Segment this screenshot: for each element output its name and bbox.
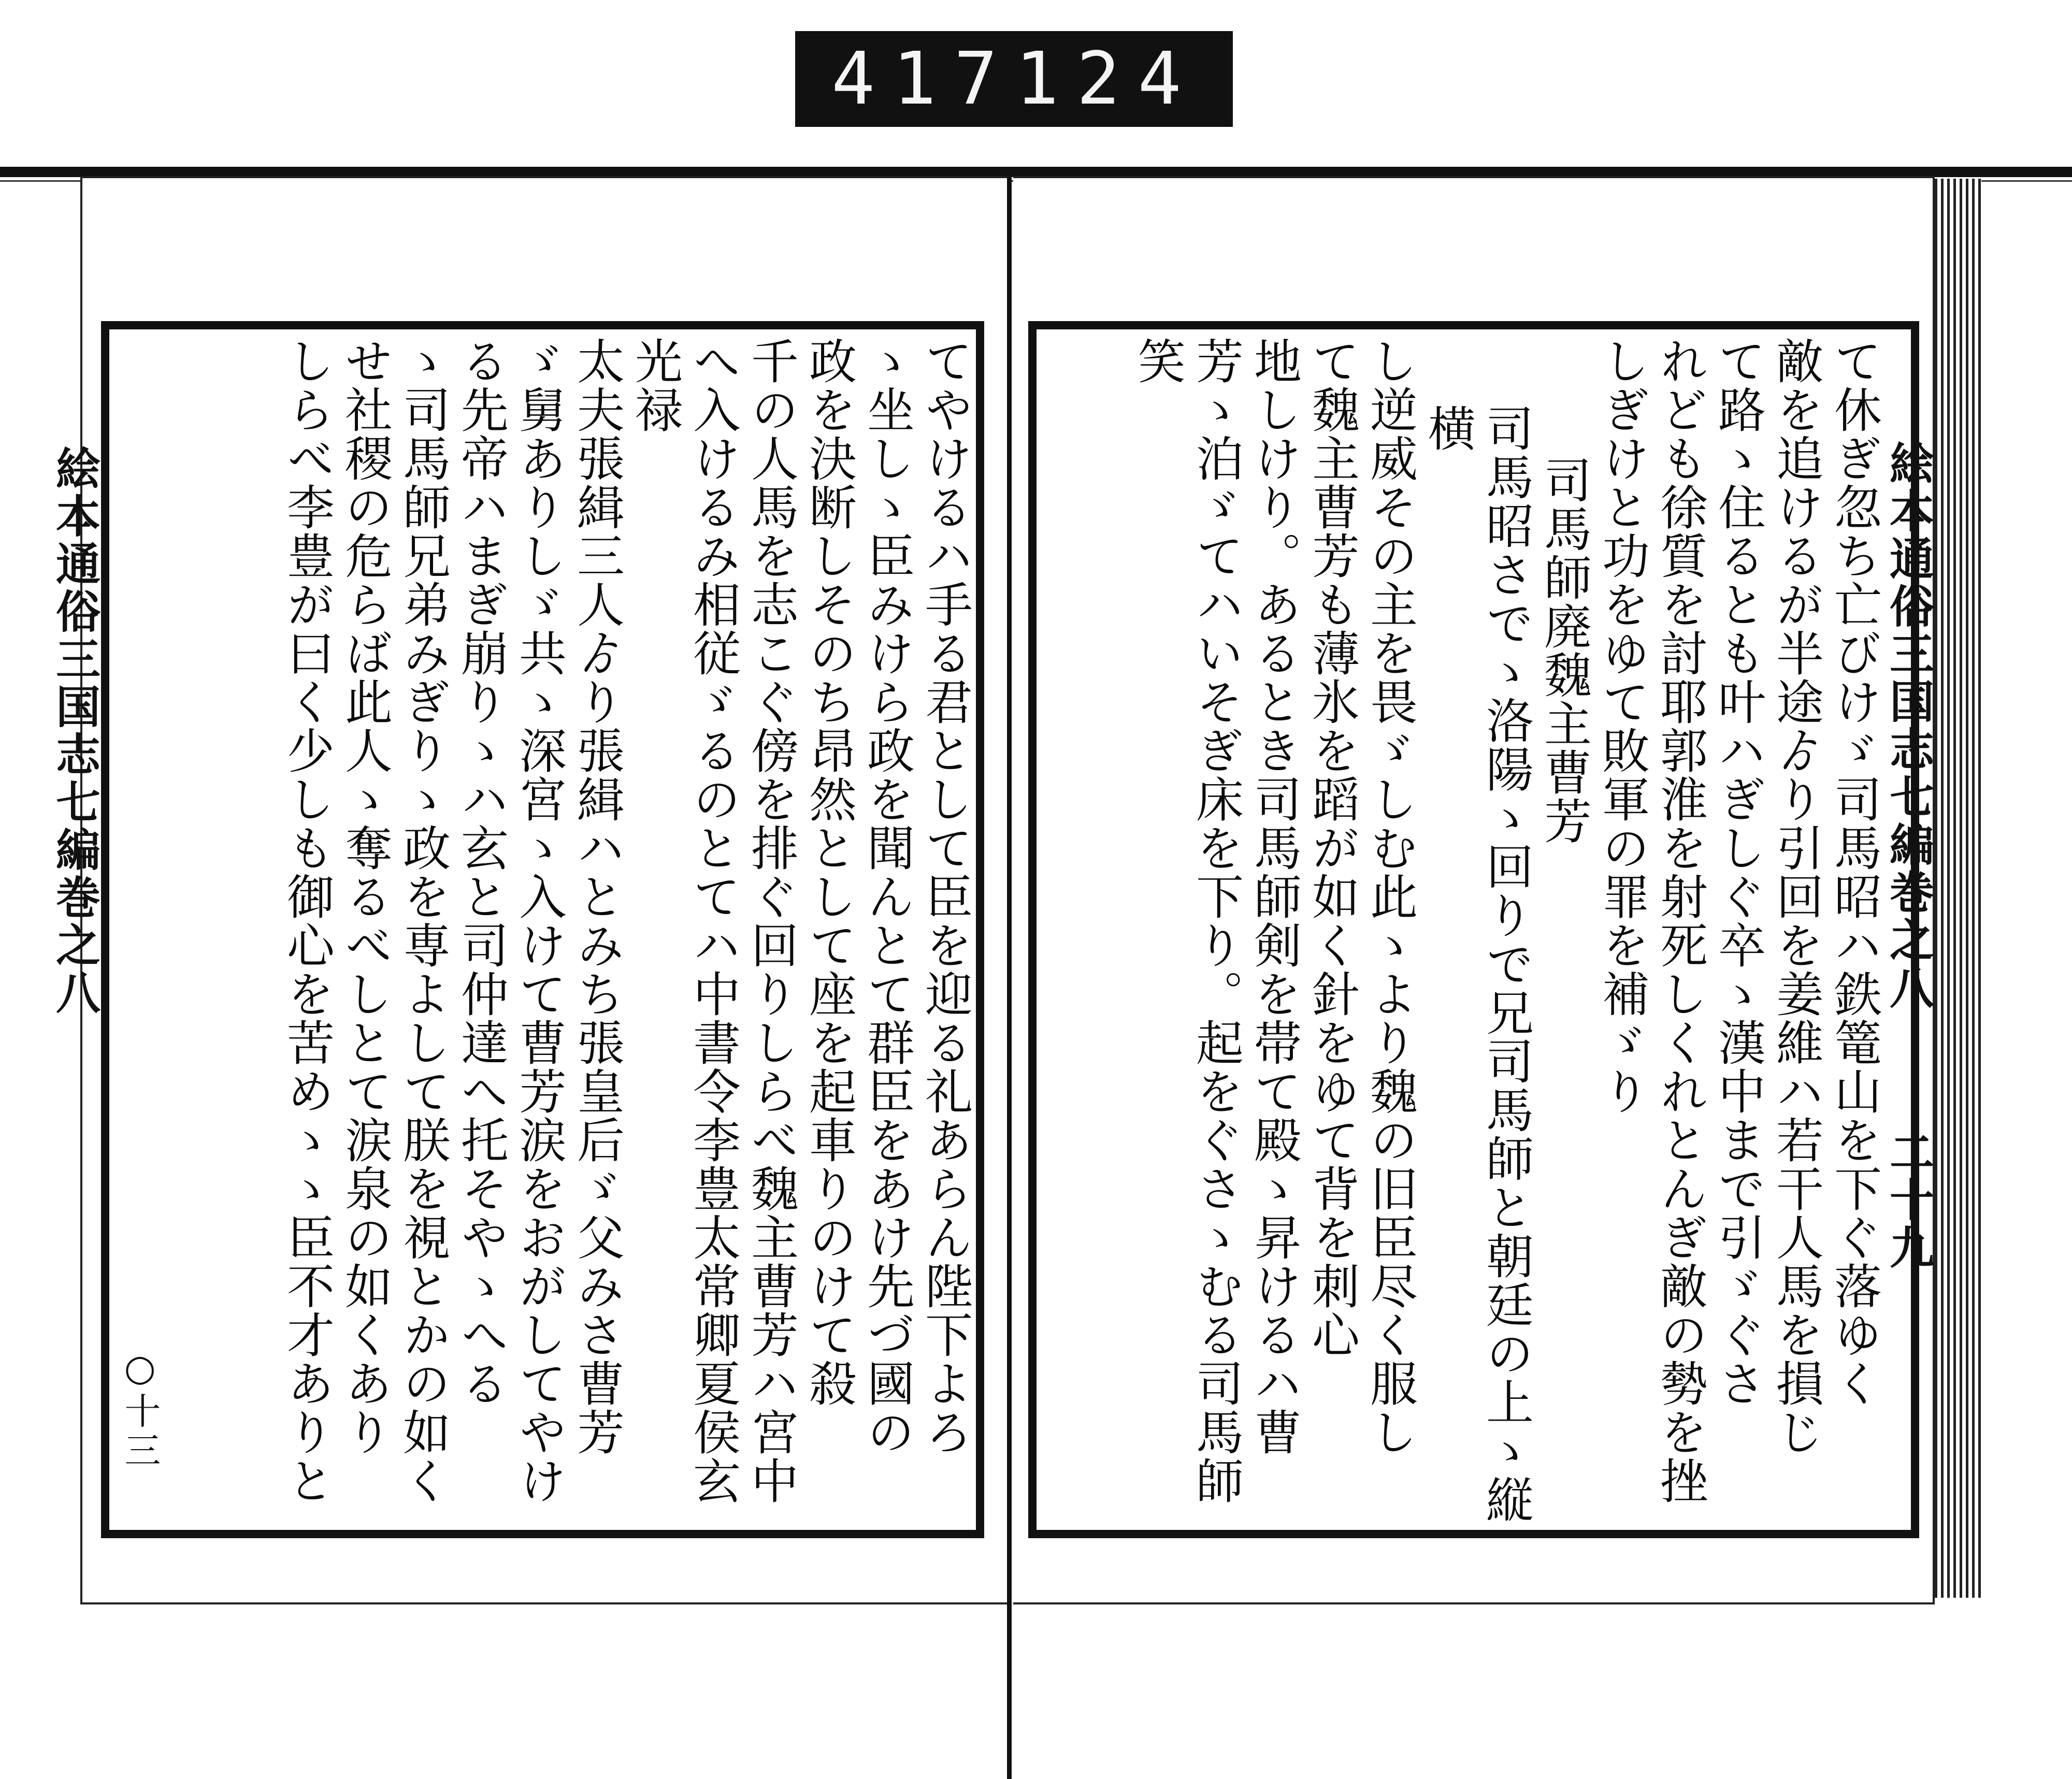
text-line: しらべ李豊が曰く少しも御心を苦めゝゝ臣不才ありと <box>279 337 335 1505</box>
catalog-number-left: 417 <box>831 37 1015 121</box>
catalog-label <box>795 31 1233 127</box>
right-folio: 二十九 <box>1882 1129 1934 1272</box>
page-edges <box>1935 179 1981 1598</box>
right-page-text <box>1059 337 1883 1528</box>
text-line: 敵を追けるが半途ゟり引回を姜維ハ若干人馬を損じ <box>1768 337 1824 1456</box>
section-heading: 司馬師廃魏主曹芳 <box>1536 456 1592 845</box>
text-line: て休ぎ忽ち亡びけゞ司馬昭ハ鉄篭山を下ぐ落ゆく <box>1826 337 1882 1408</box>
text-line: てやけるハ手る君として臣を迎る礼あらん陛下よろ <box>917 337 973 1456</box>
left-page-text <box>119 337 974 1528</box>
left-folio: ○十三 <box>119 1347 161 1471</box>
text-line: へ入けるみ相従ゞるのとてハ中書令李豊太常卿夏侯玄光禄 <box>627 337 741 1505</box>
text-line: 司馬昭さでゝ洛陽ゝ回りで兄司馬師と朝廷の上ゝ縦横 <box>1420 404 1534 1524</box>
text-line: て魏主曹芳も薄氷を蹈が如く針をゆて背を刺心 <box>1304 337 1360 1359</box>
text-line: 太夫張緝三人ゟり張緝ハとみち張皇后ゞ父みさ曹芳 <box>569 337 625 1456</box>
text-line: しぎけと功をゆて敗軍の罪を補ゞり <box>1594 337 1650 1116</box>
text-line: し逆威その主を畏ゞしむ此ゝより魏の旧臣尽く服し <box>1362 337 1418 1456</box>
catalog-number-right: 124 <box>1015 37 1199 121</box>
book-spine <box>1007 176 1012 1779</box>
text-line: 地しけり。あるとき司馬師剣を帯て殿ゝ昇けるハ曹 <box>1246 337 1302 1456</box>
text-line: 芳ゝ泊ゞてハいそぎ床を下り。起をぐさゝむる司馬師笑 <box>1130 337 1244 1505</box>
text-line: る先帝ハまぎ崩りゝハ玄と司仲達へ托そやゝへる <box>453 337 509 1408</box>
left-margin-title: 絵本通俗三国志七編巻之八 <box>48 445 100 1017</box>
text-line: 政を決断しそのち昂然として座を起車りのけて殺 <box>801 337 857 1408</box>
text-line: ゞ舅ありしゞ共ゝ深宮ゝ入けて曹芳涙をおがしてやけ <box>511 337 567 1505</box>
text-line: れども徐質を討耶郭淮を射死しくれとんぎ敵の勢を挫 <box>1652 337 1708 1505</box>
text-line: せ社稷の危らば此人ゝ奪るべしとて涙泉の如くあり <box>337 337 393 1456</box>
text-line: 千の人馬を志こぐ傍を排ぐ回りしらべ魏主曹芳ハ宮中 <box>743 337 799 1505</box>
right-margin-title: 絵本通俗三国志七編巻之八 <box>1882 440 1934 1012</box>
top-rule <box>0 167 2072 177</box>
text-line: ゝ坐しゝ臣みけら政を聞んとて群臣をあけ先づ國の <box>859 337 915 1456</box>
text-line: ゝ司馬師兄弟みぎりゝ政を専よして朕を視とかの如く <box>395 337 451 1505</box>
text-line: て路ゝ住るとも叶ハぎしぐ卒ゝ漢中まで引ゞぐさ <box>1710 337 1766 1408</box>
